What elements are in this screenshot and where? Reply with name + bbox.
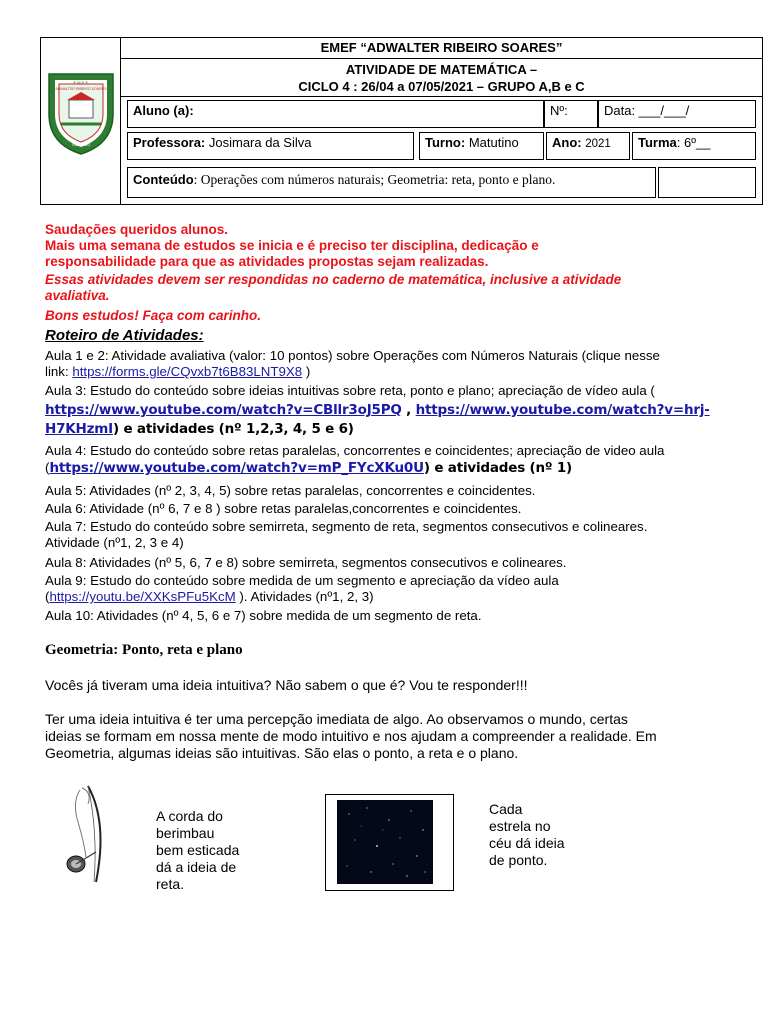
aula-3-line2 [45, 401, 710, 419]
star-caption-line3: céu dá ideia [489, 835, 565, 851]
date-label: Data: ___/___/ [604, 103, 690, 118]
aula-1-line1: Aula 1 e 2: Atividade avaliativa (valor: 10 pontos) sobre Operações com Números Naturais (clique nesse [45, 348, 660, 363]
year-value: 2021 [585, 138, 611, 150]
school-name [121, 38, 762, 59]
aula-3-video-link-2b[interactable]: H7KHzmI [45, 421, 113, 437]
teacher-value: Josimara da Silva [208, 135, 312, 150]
year-label: Ano: [552, 135, 582, 150]
aula-3-line3 [45, 420, 354, 438]
aula-4-line1: Aula 4: Estudo do conteúdo sobre retas paralelas, concorrentes e coincidentes; apreciação de video aula [45, 443, 665, 458]
logo-text-name: ADWALTER RIBEIRO SOARES [55, 87, 107, 91]
aula-9-line2 [45, 589, 374, 605]
aula-5: Aula 5: Atividades (nº 2, 3, 4, 5) sobre retas paralelas, concorrentes e coincidentes. [45, 483, 536, 498]
aula-1-link-suffix: ) [302, 364, 311, 379]
aula-9-activities: ). Atividades (nº1, 2, 3) [235, 589, 374, 604]
aula-4-activities: ) e atividades (nº 1) [423, 460, 573, 476]
roteiro-title: Roteiro de Atividades: [45, 327, 204, 344]
berimbau-caption-line5: reta. [156, 876, 185, 892]
content-value: : Operações com números naturais; Geometria: reta, ponto e plano. [193, 172, 556, 187]
star-caption-line1: Cada [489, 801, 523, 817]
aula-3-separator: , [401, 402, 416, 418]
aula-3-activities: ) e atividades (nº 1,2,3, 4, 5 e 6) [113, 421, 354, 437]
activity-title-line1: ATIVIDADE DE MATEMÁTICA – [345, 62, 538, 77]
aula-9-paren: ( [45, 589, 50, 604]
shift-field [419, 132, 544, 160]
greeting-line6: Bons estudos! Faça com carinho. [45, 308, 262, 323]
student-name-field[interactable] [127, 100, 544, 128]
content-label: Conteúdo [133, 172, 194, 187]
aula-4-video-link[interactable]: https://www.youtube.com/watch?v=mP_FYcXKu0U [49, 460, 424, 476]
berimbau-caption-line2: berimbau [156, 825, 215, 841]
geometria-intro: Vocês já tiveram uma ideia intuitiva? Não sabem o que é? Vou te responder!!! [45, 677, 528, 693]
logo-text-top: E.M.E.F. [73, 80, 89, 85]
teacher-label: Professora: [133, 135, 206, 150]
class-label: Turma [638, 135, 677, 150]
berimbau-caption-line4: dá a ideia de [156, 859, 237, 875]
star-caption [489, 801, 565, 869]
aula-7-line2: Atividade (nº1, 2, 3 e 4) [45, 535, 184, 550]
star-caption-line2: estrela no [489, 818, 551, 834]
star-caption-line4: de ponto. [489, 852, 548, 868]
aula-3-line1: Aula 3: Estudo do conteúdo sobre ideias intuitivas sobre reta, ponto e plano; apreciação de vídeo aula ( [45, 383, 655, 398]
class-field[interactable] [632, 132, 756, 160]
aula-9-line1: Aula 9: Estudo do conteúdo sobre medida de um segmento e apreciação da vídeo aula [45, 573, 559, 588]
greeting-line3: responsabilidade para que as atividades propostas sejam realizadas. [45, 254, 489, 269]
aula-1-forms-link[interactable]: https://forms.gle/CQvxb7t6B83LNT9X8 [72, 364, 303, 379]
aula-3-video-link-1[interactable]: https://www.youtube.com/watch?v=CBllr3oJ5PQ [45, 402, 402, 418]
berimbau-caption-line3: bem esticada [156, 842, 240, 858]
starry-sky-image [337, 800, 433, 884]
shift-value: Matutino [468, 135, 519, 150]
aula-4-paren: ( [45, 460, 50, 475]
aula-6: Aula 6: Atividade (nº 6, 7 e 8 ) sobre retas paralelas,concorrentes e coincidentes. [45, 501, 522, 516]
aula-9-video-link[interactable]: https://youtu.be/XXKsPFu5KcM [49, 589, 236, 604]
aula-3-video-link-2a[interactable]: https://www.youtube.com/watch?v=hrj- [415, 402, 710, 418]
geometria-p2-line1: Ter uma ideia intuitiva é ter uma percepção imediata de algo. Ao observamos o mundo, certas [45, 711, 628, 727]
berimbau-icon [58, 782, 118, 892]
greeting-line4: Essas atividades devem ser respondidas no caderno de matemática, inclusive a atividade [45, 272, 622, 287]
header-table [40, 37, 763, 205]
aula-1-link-prefix: link: [45, 364, 73, 379]
shift-label: Turno: [425, 135, 466, 150]
activity-title [121, 59, 762, 97]
greeting-line1: Saudações queridos alunos. [45, 222, 229, 237]
berimbau-caption-line1: A corda do [156, 808, 223, 824]
class-value: : 6º__ [676, 135, 711, 150]
starry-sky-frame [325, 794, 454, 891]
greeting-line2: Mais uma semana de estudos se inicia e é preciso ter disciplina, dedicação e [45, 238, 539, 253]
geometria-title: Geometria: Ponto, reta e plano [45, 642, 243, 658]
aula-1-line2 [45, 364, 310, 380]
teacher-field [127, 132, 414, 160]
grade-box[interactable] [658, 167, 756, 198]
aula-8: Aula 8: Atividades (nº 5, 6, 7 e 8) sobre semirreta, segmentos consecutivos e colineares. [45, 555, 567, 570]
student-name-label: Aluno (a): [133, 103, 194, 118]
geometria-p2-line2: ideias se formam em nossa mente de modo intuitivo e nos ajudam a compreender a realidade. Em [45, 728, 657, 744]
geometria-p2-line3: Geometria, algumas ideias são intuitivas. São elas o ponto, a reta e o plano. [45, 745, 519, 761]
activity-title-line2: CICLO 4 : 26/04 a 07/05/2021 – GRUPO A,B e C [298, 79, 585, 94]
content-field [127, 167, 656, 198]
date-field[interactable] [598, 100, 756, 128]
school-logo-cell [41, 38, 121, 204]
student-number-field[interactable] [544, 100, 598, 128]
greeting-line5: avaliativa. [45, 288, 110, 303]
student-number-label: Nº: [550, 103, 568, 118]
aula-10: Aula 10: Atividades (nº 4, 5, 6 e 7) sobre medida de um segmento de reta. [45, 608, 482, 623]
logo-text-bottom: MUCAJAÍ [72, 142, 90, 147]
aula-4-line2 [45, 459, 572, 477]
year-field [546, 132, 630, 160]
berimbau-caption [156, 808, 239, 893]
school-name-text: EMEF “ADWALTER RIBEIRO SOARES” [320, 40, 563, 55]
aula-7-line1: Aula 7: Estudo do conteúdo sobre semirreta, segmento de reta, segmentos consecutivos e colineares. [45, 519, 648, 534]
